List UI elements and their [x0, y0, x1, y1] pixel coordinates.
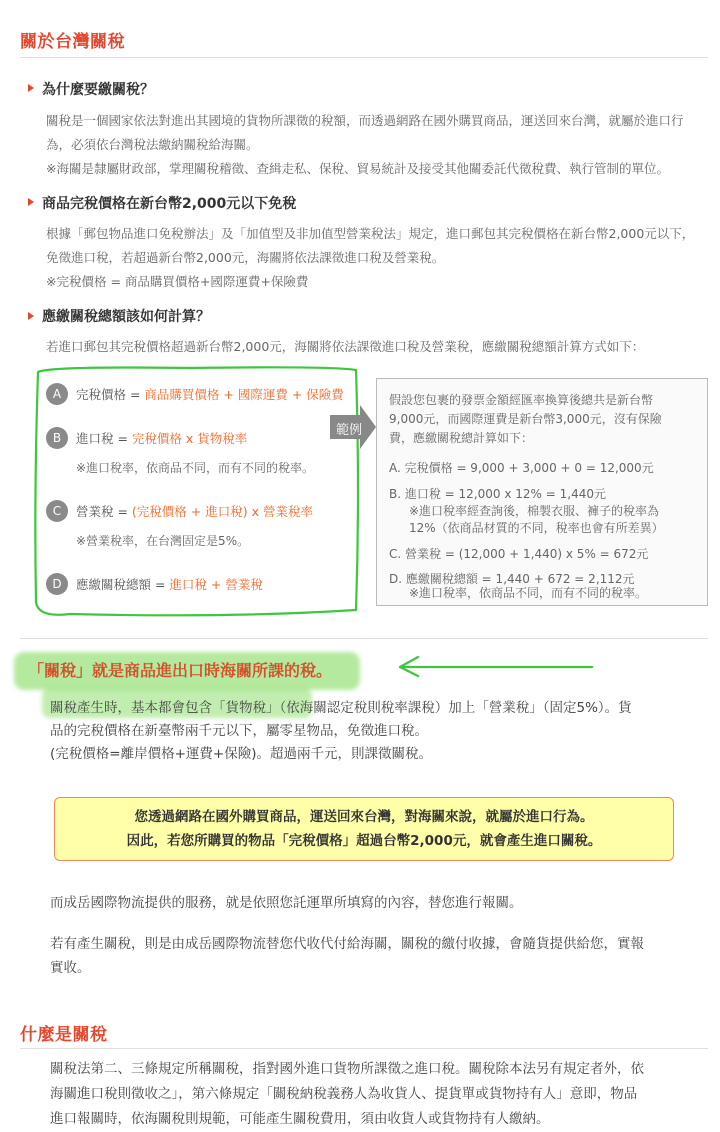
example-step-c: C. 營業稅 = (12,000 + 1,440) x 5% = 672元: [389, 547, 649, 561]
highlight-title: 「關稅」就是商品進出口時海關所課的稅。: [28, 661, 333, 680]
example-step-b: B. 進口稅 = 12,000 x 12% = 1,440元: [389, 487, 606, 501]
example-step-d: D. 應繳關稅總額 = 1,440 + 672 = 2,112元: [389, 572, 635, 586]
formula-c-value: (完稅價格 + 進口稅) x 營業稅率: [131, 504, 313, 519]
example-intro-1: 假設您包裹的發票金額經匯率換算後總共是新台幣: [389, 393, 654, 407]
q2-line2: 免徵進口稅，若超過新台幣2,000元，海關將依法課徵進口稅及營業稅。: [46, 250, 445, 265]
formula-d-label: 應繳關稅總額 =: [76, 577, 170, 592]
example-step-b-note-2: 12%（依商品材質的不同，稅率也會有所差異）: [409, 521, 664, 535]
example-step-d-note: ※進口稅率，依商品不同，而有不同的稅率。: [409, 586, 648, 600]
formula-b-label: 進口稅 =: [76, 431, 132, 446]
service-paragraph-2-line2: 實收。: [50, 960, 91, 976]
badge-c: C: [46, 500, 68, 522]
service-paragraph-1: 而成岳國際物流提供的服務，就是依照您託運單所填寫的內容，替您進行報關。: [50, 895, 523, 911]
example-arrow-label: 範例: [336, 423, 363, 438]
annotation-arrow-icon: [396, 654, 596, 680]
formula-b-note: ※進口稅率，依商品不同，而有不同的稅率。: [76, 461, 315, 475]
q3-title: 應繳關稅總額該如何計算？: [42, 309, 210, 325]
q2-note: ※完稅價格 = 商品購買價格+國際運費+保險費: [46, 274, 309, 289]
example-intro-2: 9,000元，而國際運費是新台幣3,000元，沒有保險: [389, 412, 662, 426]
q1-line1: 關稅是一個國家依法對進出其國境的貨物所課徵的稅額，而透過網路在國外購買商品，運送回來台灣，就屬於進口行: [46, 113, 684, 128]
section-title-what-is-tariff: 什麼是關稅: [20, 1025, 108, 1045]
example-intro-3: 費，應繳關稅總計算如下：: [389, 431, 534, 445]
highlight-line1: 關稅產生時，基本都會包含「貨物稅」（依海關認定稅則稅率課稅）加上「營業稅」（固定5%）。貨: [50, 700, 632, 716]
formula-a-value: 商品購買價格 + 國際運費 + 保險費: [144, 387, 344, 402]
q1-line2: 為，必須依台灣稅法繳納關稅給海關。: [46, 137, 259, 152]
formula-c-note: ※營業稅率，在台灣固定是5%。: [76, 534, 250, 548]
example-step-b-note-1: ※進口稅率經查詢後，棉製衣服、褲子的稅率為: [409, 504, 660, 518]
bullet-triangle-icon: [28, 312, 34, 320]
section2-line3: 進口報關時，依海關稅則規範，可能產生關稅費用，須由收貨人或貨物持有人繳納。: [50, 1111, 550, 1127]
example-box: [376, 378, 708, 606]
section2-line2: 海關進口稅則徵收之」，第六條規定「關稅納稅義務人為收貨人、提貨單或貨物持有人」意即，物品: [50, 1086, 638, 1102]
q2-title: 商品完稅價格在新台幣2,000元以下免稅: [42, 196, 297, 212]
q1-note: ※海關是隸屬財政部，掌理關稅稽徵、查緝走私、保稅、貿易統計及接受其他關委託代徵稅費、執行管制的單位。: [46, 161, 669, 176]
formula-d-value: 進口稅 + 營業稅: [169, 577, 263, 592]
q2-line1: 根據「郵包物品進口免稅辦法」及「加值型及非加值型營業稅法」規定，進口郵包其完稅價格在新台幣2,000元以下，: [46, 226, 695, 241]
notice-box: [54, 797, 674, 861]
bullet-triangle-icon: [28, 84, 34, 92]
notice-line1: 您透過網路在國外購買商品，運送回來台灣，對海關來說，就屬於進口行為。: [134, 809, 594, 825]
service-paragraph-2-line1: 若有產生關稅，則是由成岳國際物流替您代收代付給海關，關稅的繳付收據，會隨貨提供給您，實報: [50, 936, 644, 952]
formula-c-label: 營業稅 =: [76, 504, 132, 519]
badge-a: A: [46, 383, 68, 405]
q3-line1: 若進口郵包其完稅價格超過新台幣2,000元，海關將依法課徵進口稅及營業稅，應繳關稅總額計算方式如下：: [46, 339, 645, 354]
annotation-green-box: [30, 362, 366, 624]
q1-title: 為什麼要繳關稅？: [42, 82, 154, 98]
divider: [20, 1048, 708, 1049]
highlight-line2: 品的完稅價格在新臺幣兩千元以下，屬零星物品，免徵進口稅。: [50, 723, 428, 739]
section2-line1: 關稅法第二、三條規定所稱關稅，指對國外進口貨物所課徵之進口稅。關稅除本法另有規定者外，依: [50, 1061, 644, 1077]
example-step-a: A. 完稅價格 = 9,000 + 3,000 + 0 = 12,000元: [389, 461, 654, 475]
section-title-taiwan-tariff: 關於台灣關稅: [20, 32, 125, 52]
highlight-line3: (完稅價格=離岸價格+運費+保險)。超過兩千元，則課徵關稅。: [50, 746, 432, 762]
divider: [20, 57, 708, 58]
badge-b: B: [46, 427, 68, 449]
formula-b-value: 完稅價格 x 貨物稅率: [131, 431, 248, 446]
badge-d: D: [46, 573, 68, 595]
divider: [20, 638, 708, 639]
notice-line2: 因此，若您所購買的物品「完稅價格」超過台幣2,000元，就會產生進口關稅。: [126, 833, 602, 849]
bullet-triangle-icon: [28, 198, 34, 206]
formula-a-label: 完稅價格 =: [76, 387, 145, 402]
